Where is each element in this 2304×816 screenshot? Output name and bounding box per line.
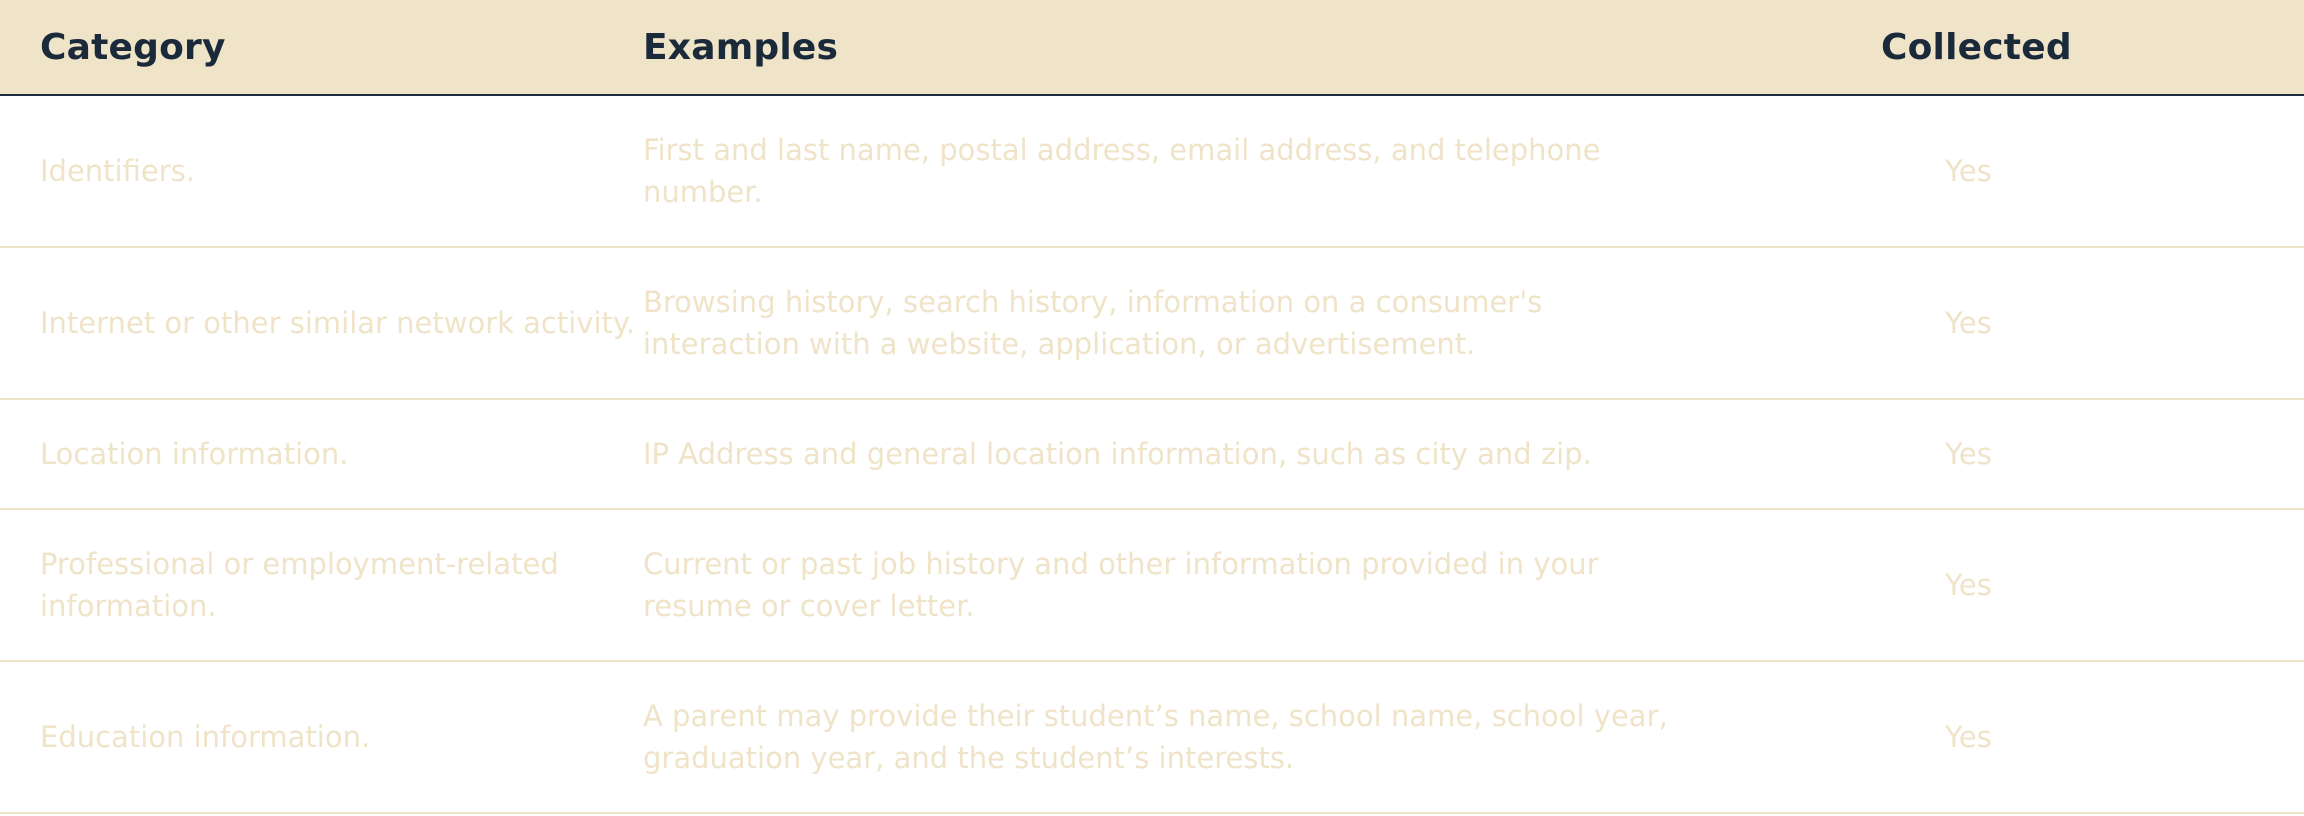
row-collected: Yes bbox=[1945, 720, 1992, 754]
row-category: Location information. bbox=[40, 437, 349, 471]
row-examples: IP Address and general location information, such as city and zip. bbox=[643, 437, 1592, 471]
row-category: Professional or employment-related information. bbox=[40, 547, 559, 623]
row-collected: Yes bbox=[1945, 306, 1992, 340]
row-examples: Browsing history, search history, information on a consumer's interaction with a website, application, or advertisement. bbox=[643, 285, 1543, 361]
row-examples: A parent may provide their student’s name, school name, school year, graduation year, and the student’s interests. bbox=[643, 699, 1668, 775]
row-category: Identifiers. bbox=[40, 154, 195, 188]
table-row bbox=[0, 400, 2304, 510]
table-row bbox=[0, 510, 2304, 662]
row-collected: Yes bbox=[1945, 437, 1992, 471]
row-category: Internet or other similar network activity. bbox=[40, 306, 636, 340]
header-collected: Collected bbox=[1881, 26, 2072, 68]
header-category: Category bbox=[40, 26, 226, 68]
row-examples: Current or past job history and other information provided in your resume or cover letter. bbox=[643, 547, 1599, 623]
row-collected: Yes bbox=[1945, 154, 1992, 188]
header-examples: Examples bbox=[643, 26, 839, 68]
row-examples: First and last name, postal address, email address, and telephone number. bbox=[643, 133, 1601, 209]
row-category: Education information. bbox=[40, 720, 371, 754]
table-row bbox=[0, 248, 2304, 400]
row-collected: Yes bbox=[1945, 568, 1992, 602]
table-row bbox=[0, 662, 2304, 814]
table-header bbox=[0, 0, 2304, 96]
table-row bbox=[0, 96, 2304, 248]
